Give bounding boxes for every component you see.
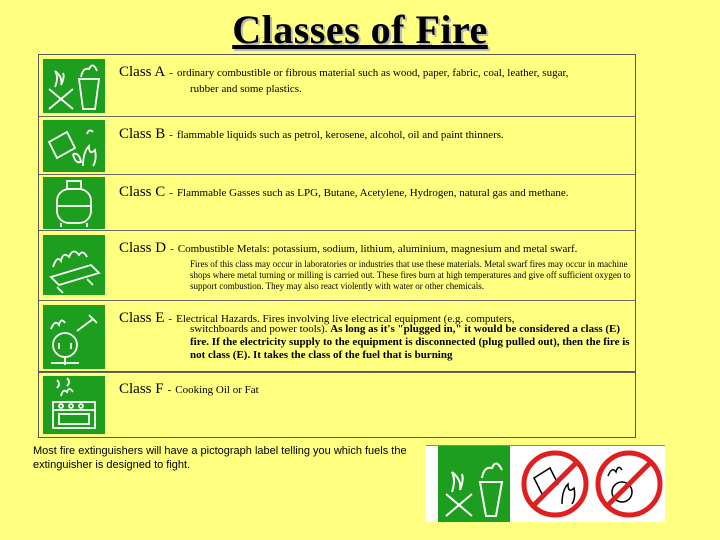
class-note: Fires of this class may occur in laboratories or industries that use these materials. Metal swarf fires may occur in machine shops where metal turning or milling is carried out. These fires burn at high temperatures and give off sufficient oxygen to support combustion. They may also react violently with water or other chemicals. [190,259,631,291]
class-description: Electrical Hazards. Fires involving live electrical equipment (e.g. computers, [176,313,515,325]
class-b-prohibited-icon [520,448,590,520]
class-b-row: Class B - flammable liquids such as petrol, kerosene, alcohol, oil and paint thinners. [39,117,635,175]
burning-metal-icon [43,235,105,295]
class-description-cont: rubber and some plastics. [190,83,302,95]
wood-paper-fire-icon [43,59,105,113]
liquid-can-fire-icon [43,120,105,172]
page-title: Classes of Fire [232,7,488,52]
cooking-stove-icon [43,376,105,434]
class-e-row: Class E - Electrical Hazards. Fires involving live electrical equipment (e.g. computers, switchboards and power tools). As long as it's "plugged in," it would be considered a class (E) fire. If the electricity supply to the equipment is disconnected (plug pulled out), then the fire is not class (E). It takes the class of the fuel that is burning [39,301,635,373]
gas-cylinder-icon [43,177,105,229]
class-label: Class C [119,184,166,200]
class-description: Flammable Gasses such as LPG, Butane, Acetylene, Hydrogen, natural gas and methane. [176,187,569,199]
class-description-cont: switchboards and power tools). As long as it's "plugged in," it would be considered a class (E) fire. If the electricity supply to the equipment is disconnected (plug pulled out), then the fire is not class (E). It takes the class of the fuel that is burning [190,323,630,361]
class-description: ordinary combustible or fibrous material such as wood, paper, fabric, coal, leather, sugar, [176,67,569,79]
class-label: Class B [119,126,166,142]
footnote: Most fire extinguishers will have a pictograph label telling you which fuels the extinguisher is designed to fight. [33,445,407,471]
class-d-row: Class D - Combustible Metals: potassium, sodium, lithium, aluminium, magnesium and metal swarf. Fires of this class may occur in laboratories or industries that use these materials. Metal swarf fires may occur in machine shops where metal turning or milling is carried out. These fires burn at high temperatures and give off sufficient oxygen to support combustion. They may also react violently with water or other chemicals. [39,231,635,301]
class-e-prohibited-icon [594,448,664,520]
fire-classes-table [38,54,636,372]
class-label: Class A [119,64,166,80]
class-label: Class E [119,310,165,326]
class-a-row: Class A - ordinary combustible or fibrous material such as wood, paper, fabric, coal, leather, sugar, rubber and some plastics. [39,55,635,117]
class-c-row: Class C - Flammable Gasses such as LPG, Butane, Acetylene, Hydrogen, natural gas and methane. [39,175,635,231]
electrical-plug-fire-icon [43,305,105,369]
class-description: Cooking Oil or Fat [175,384,259,396]
class-label: Class D [119,240,167,256]
class-description: Combustible Metals: potassium, sodium, lithium, aluminium, magnesium and metal swarf. [177,243,578,255]
class-description: flammable liquids such as petrol, kerosene, alcohol, oil and paint thinners. [176,129,504,141]
class-a-allowed-icon [438,446,510,522]
extinguisher-pictograph-label [426,445,665,522]
class-label: Class F [119,381,164,397]
class-f-row: Class F - Cooking Oil or Fat [38,372,636,438]
